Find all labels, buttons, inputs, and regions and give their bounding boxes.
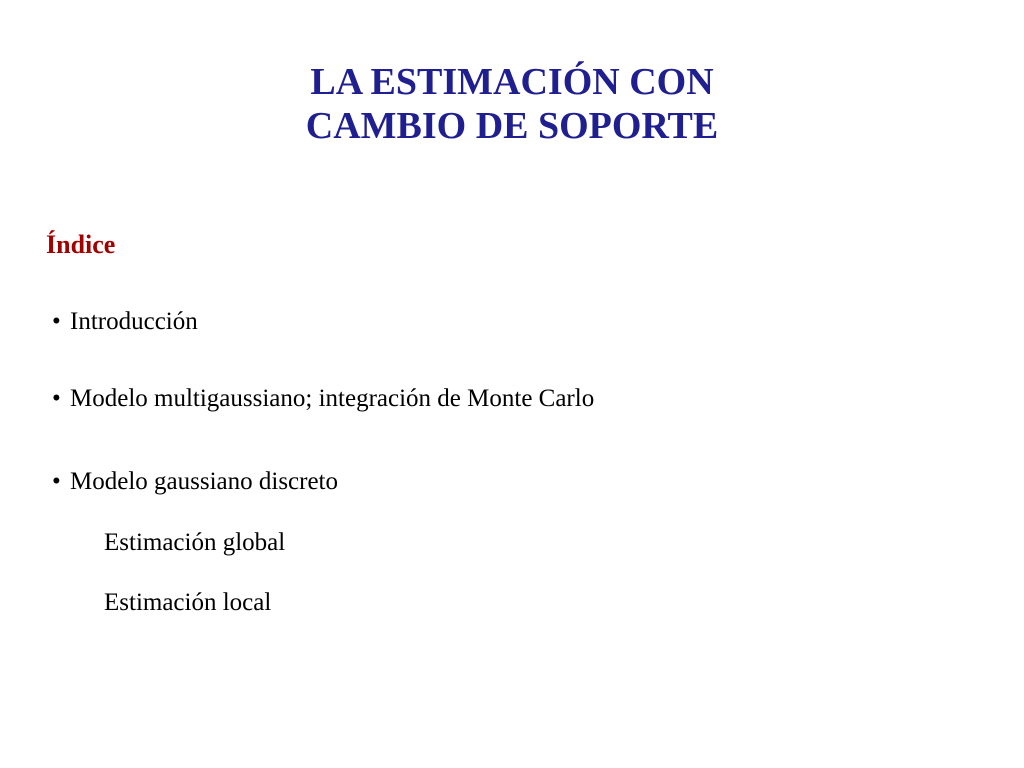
bullet-item-introduccion — [52, 307, 198, 337]
bullet-icon: • — [52, 308, 61, 335]
subitem-estimacion-local: Estimación local — [104, 589, 272, 616]
subitem-estimacion-global: Estimación global — [104, 529, 286, 556]
bullet-text: Modelo gaussiano discreto — [70, 468, 339, 495]
bullet-item-modelo-multigaussiano — [52, 384, 594, 414]
title-line-1: LA ESTIMACIÓN CON — [310, 61, 714, 103]
bullet-text: Introducción — [70, 308, 198, 335]
bullet-icon: • — [52, 385, 61, 412]
slide-title — [0, 60, 1024, 148]
bullet-icon: • — [52, 468, 61, 495]
bullet-text: Modelo multigaussiano; integración de Monte Carlo — [70, 385, 595, 412]
section-heading-indice: Índice — [46, 230, 116, 259]
bullet-item-modelo-gaussiano-discreto — [52, 467, 338, 497]
title-line-2: CAMBIO DE SOPORTE — [305, 105, 719, 147]
